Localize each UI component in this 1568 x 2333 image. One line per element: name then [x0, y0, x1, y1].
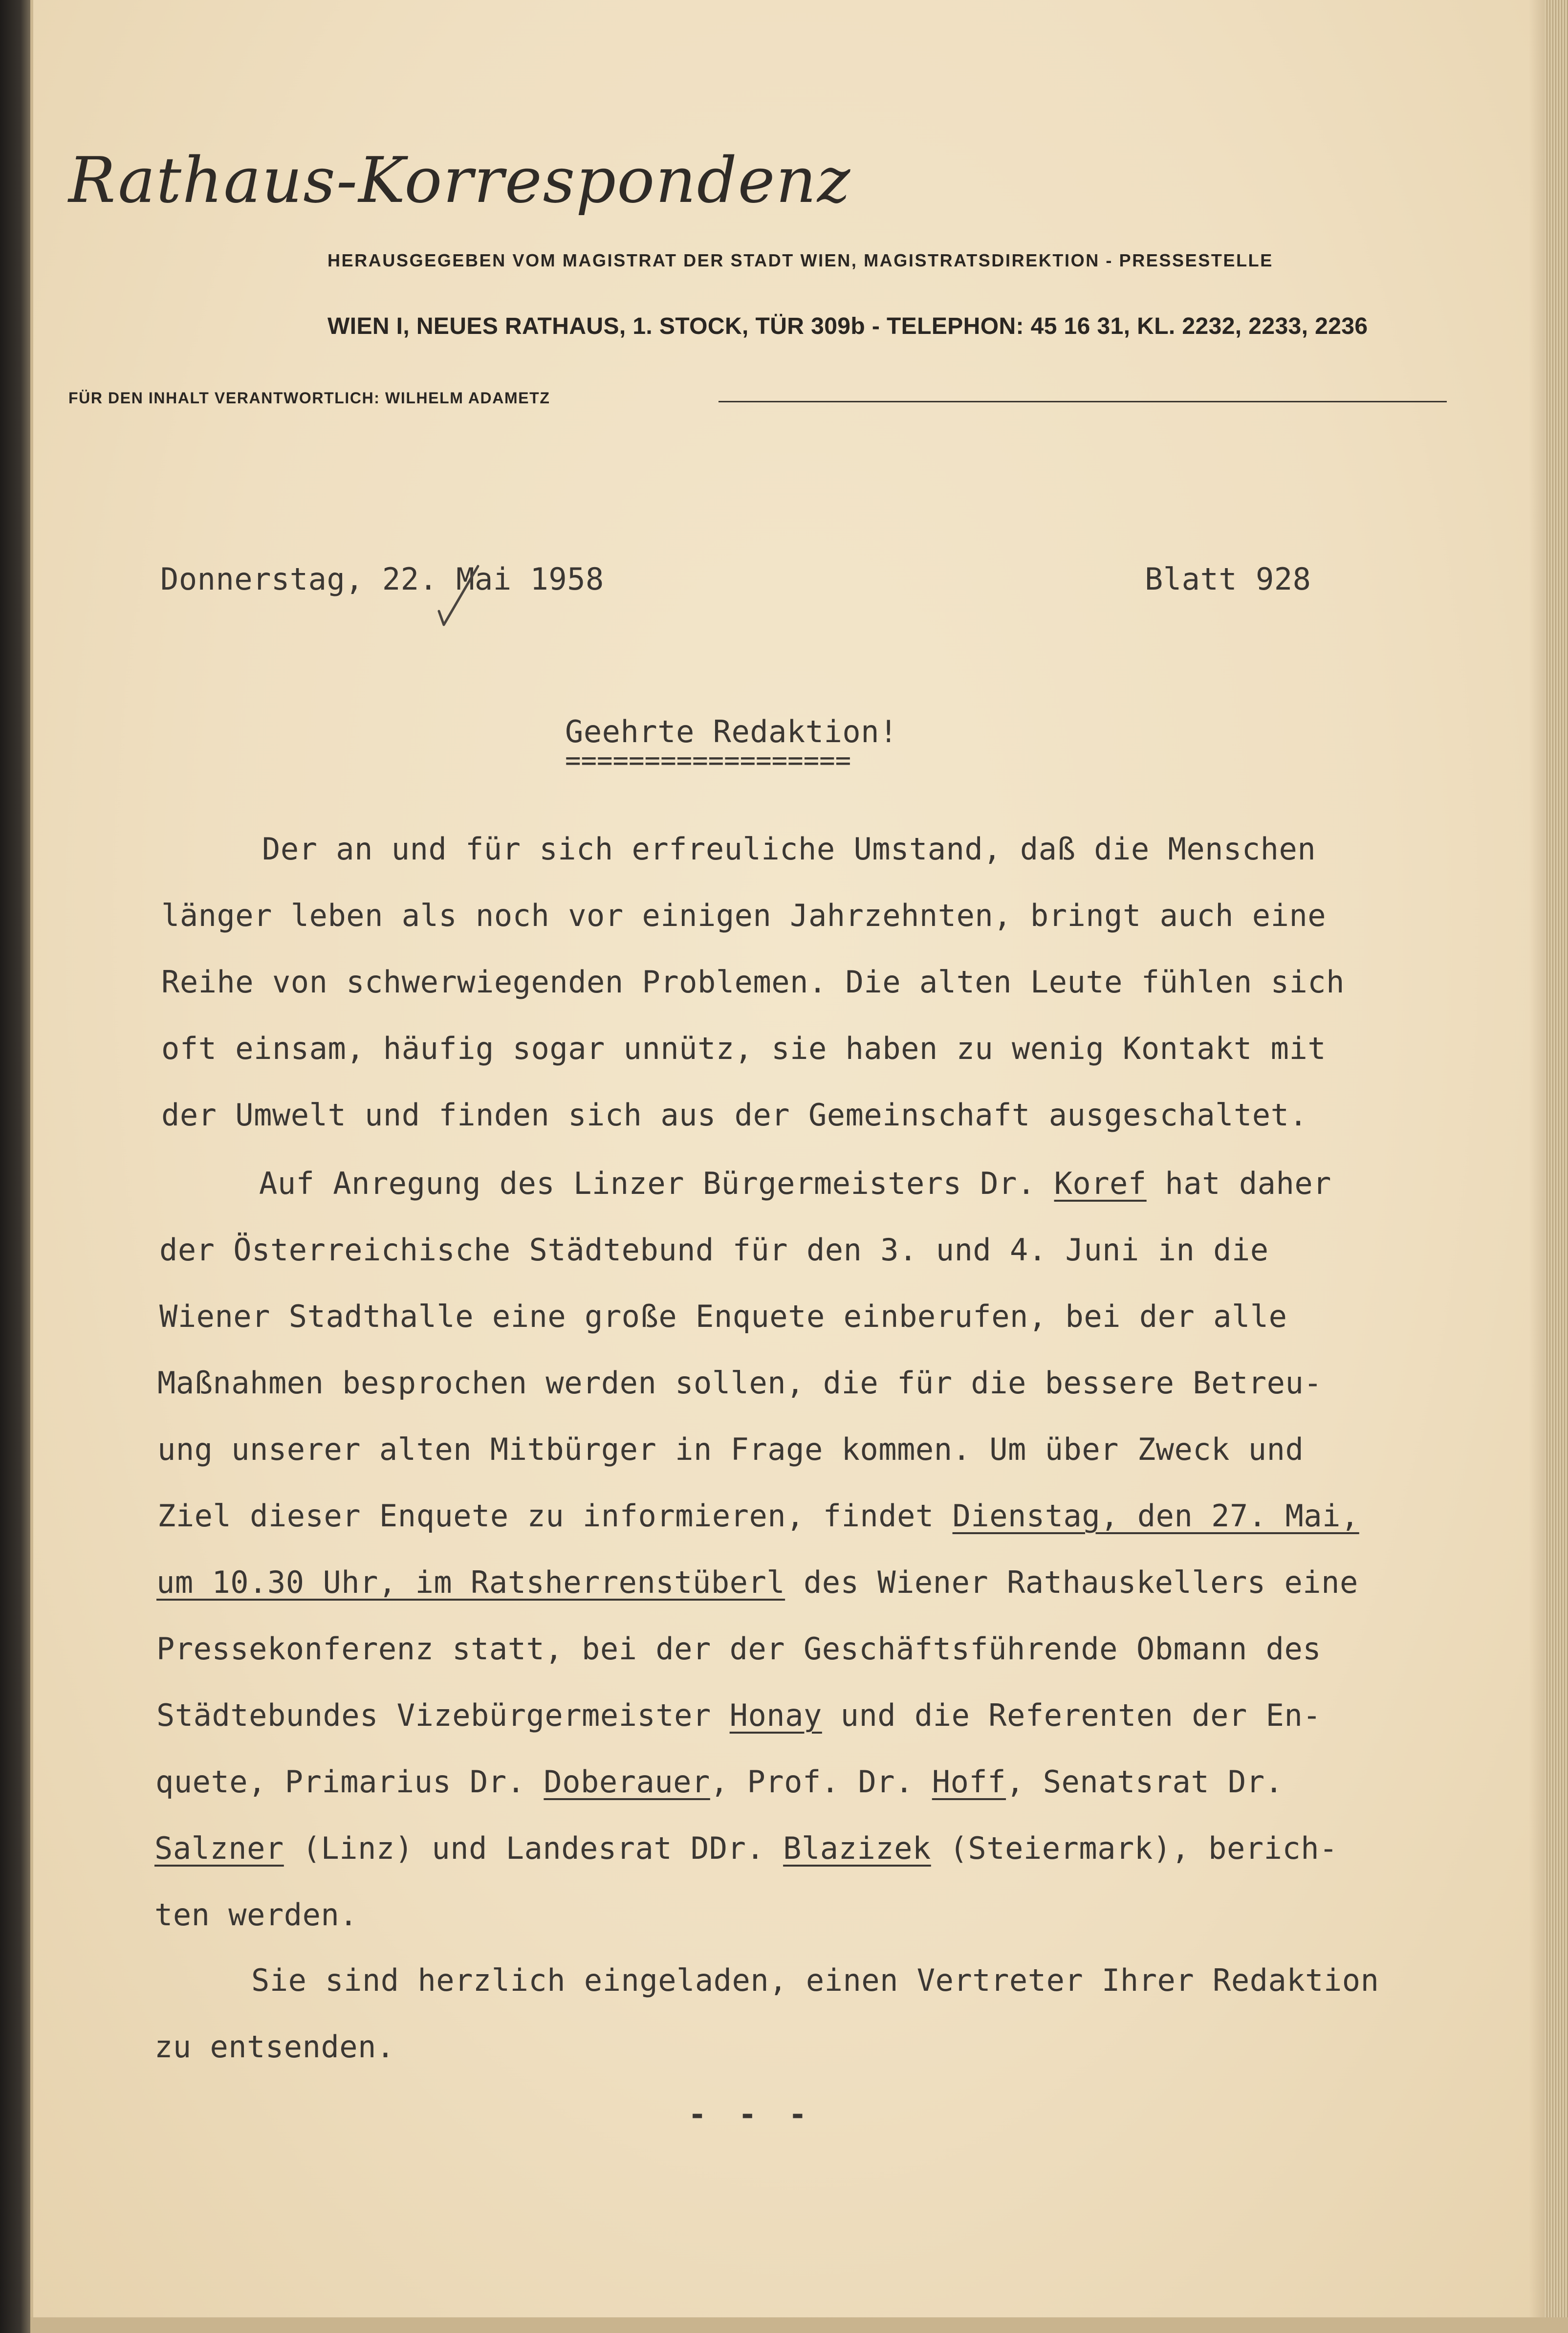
salutation: Geehrte Redaktion!: [565, 714, 898, 749]
body-line: um 10.30 Uhr, im Ratsherrenstüberl des Wiener Rathauskellers eine: [156, 1564, 1358, 1600]
body-line: Ziel dieser Enquete zu informieren, findet Dienstag, den 27. Mai,: [157, 1498, 1359, 1534]
body-line: ung unserer alten Mitbürger in Frage kommen. Um über Zweck und: [157, 1431, 1304, 1467]
underlined-name: Hoff: [932, 1764, 1006, 1800]
closing-marks: - - -: [688, 2096, 814, 2132]
underlined-date: Dienstag, den 27. Mai,: [952, 1498, 1359, 1534]
underlined-name: Blazizek: [783, 1830, 931, 1866]
underlined-name: Honay: [729, 1697, 822, 1733]
publisher-line: HERAUSGEGEBEN VOM MAGISTRAT DER STADT WIEN, MAGISTRATSDIREKTION - PRESSESTELLE: [327, 250, 1273, 270]
underlined-name: Koref: [1054, 1166, 1147, 1201]
check-mark-icon: [430, 562, 489, 636]
date-line: Donnerstag, 22. Mai 1958: [160, 561, 604, 597]
body-line: zu entsenden.: [154, 2029, 395, 2065]
letterhead-rule: [719, 401, 1447, 402]
page-bottom-edge: [30, 2317, 1568, 2333]
body-line: Wiener Stadthalle eine große Enquete einberufen, bei der alle: [159, 1299, 1287, 1334]
masthead-logo: [68, 144, 948, 225]
underlined-name: Doberauer: [544, 1764, 710, 1800]
sheet-number: Blatt 928: [1145, 561, 1311, 597]
body-line: oft einsam, häufig sogar unnütz, sie haben zu wenig Kontakt mit: [161, 1031, 1327, 1066]
body-line: Sie sind herzlich eingeladen, einen Vertreter Ihrer Redaktion: [251, 1962, 1379, 1998]
book-binding: [0, 0, 34, 2333]
body-line: Der an und für sich erfreuliche Umstand, daß die Menschen: [262, 831, 1316, 867]
body-line: quete, Primarius Dr. Doberauer, Prof. Dr. Hoff, Senatsrat Dr.: [155, 1764, 1284, 1800]
underlined-name: Salzner: [154, 1830, 284, 1866]
masthead-title: Rathaus-Korrespondenz: [68, 144, 851, 217]
responsible-editor-line: FÜR DEN INHALT VERANTWORTLICH: WILHELM ADAMETZ: [68, 389, 550, 407]
underlined-time-place: um 10.30 Uhr, im Ratsherrenstüberl: [156, 1564, 785, 1600]
body-line: länger leben als noch vor einigen Jahrzehnten, bringt auch eine: [161, 898, 1327, 933]
body-line: der Umwelt und finden sich aus der Gemeinschaft ausgeschaltet.: [161, 1097, 1308, 1133]
body-line: Salzner (Linz) und Landesrat DDr. Blazizek (Steiermark), berich-: [154, 1830, 1338, 1866]
salutation-underline: ==================: [565, 745, 851, 776]
body-line: Auf Anregung des Linzer Bürgermeisters Dr. Koref hat daher: [259, 1166, 1331, 1201]
body-line: ten werden.: [154, 1897, 358, 1933]
page-edge: [1545, 0, 1568, 2333]
address-line: WIEN I, NEUES RATHAUS, 1. STOCK, TÜR 309b - TELEPHON: 45 16 31, KL. 2232, 2233, 2236: [327, 313, 1368, 339]
body-line: der Österreichische Städtebund für den 3. und 4. Juni in die: [159, 1232, 1269, 1268]
body-line: Reihe von schwerwiegenden Problemen. Die alten Leute fühlen sich: [161, 964, 1345, 1000]
body-line: Pressekonferenz statt, bei der der Geschäftsführende Obmann des: [156, 1631, 1322, 1667]
body-line: Städtebundes Vizebürgermeister Honay und die Referenten der En-: [156, 1697, 1322, 1733]
body-line: Maßnahmen besprochen werden sollen, die für die bessere Betreu-: [157, 1365, 1323, 1401]
